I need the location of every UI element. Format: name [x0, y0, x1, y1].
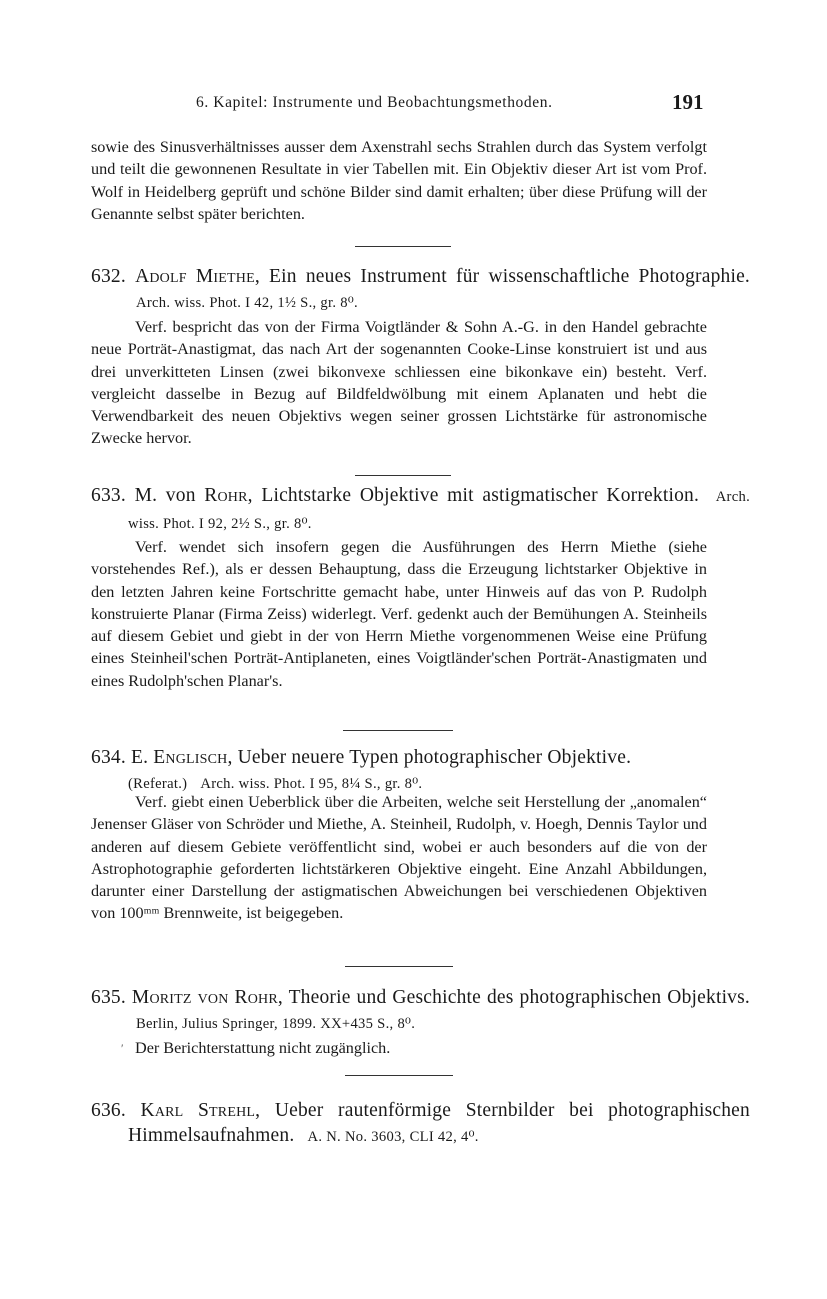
entry-634-heading [91, 745, 750, 797]
entry-author-prefix: E. [131, 747, 149, 768]
entry-number: 633. [91, 485, 126, 506]
entry-citation: Berlin, Julius Springer, 1899. XX+435 S., 8⁰. [136, 1016, 416, 1032]
entry-number: 632. [91, 266, 126, 287]
entry-title: Theorie und Geschichte des photographischen Objektivs. [288, 987, 750, 1008]
entry-634-abstract: Verf. giebt einen Ueberblick über die Arbeiten, welche seit Herstellung der „anomalen“ Jenenser Gläser von Schröder und Miethe, A. Steinheil, Rudolph, v. Hoegh, Dennis Taylor und anderen auf diesem Gebiete veröffentlicht sind, wobei er auch besonders auf die von der Astrophotographie geforderten lichtstärkeren Objektive eingeht. Eine Anzahl Abbildungen, darunter einer Darstellung der astigmatischen Abweichungen bei verschiedenen Objektiven von 100ᵐᵐ Brennweite, ist beigegeben. [91, 793, 707, 923]
entry-citation: A. N. No. 3603, CLI 42, 4⁰. [307, 1129, 479, 1145]
entry-633-heading [91, 483, 750, 537]
entry-author: Karl Strehl, [140, 1100, 261, 1121]
running-head [0, 92, 827, 118]
entry-author: Adolf Miethe, [135, 266, 260, 287]
entry-citation: Arch. wiss. Phot. I 42, 1½ S., gr. 8⁰. [136, 295, 358, 311]
separator-rule [355, 475, 451, 476]
entry-citation: Arch. wiss. Phot. I 92, 2½ S., gr. 8⁰. [128, 489, 751, 532]
entry-author-prefix: M. von [134, 485, 196, 506]
entry-title: Ein neues Instrument für wissenschaftliche Photographie. [269, 266, 751, 287]
separator-rule [343, 730, 453, 731]
entry-citation-prefix: (Referat.) [128, 776, 188, 792]
entry-author: Englisch, [153, 747, 233, 768]
entry-number: 636. [91, 1100, 126, 1121]
margin-mark: ′ [121, 1041, 124, 1055]
intro-paragraph: sowie des Sinusverhältnisses ausser dem Axenstrahl sechs Strahlen durch das System verfolgt und teilt die gewonnenen Resultate in vier Tabellen mit. Ein Objektiv dieser Art ist vom Prof. Wolf in Heidelberg geprüft und schöne Bilder sind damit erhalten; über diese Prüfung will der Genannte selbst später berichten. [91, 138, 707, 223]
entry-633-abstract: Verf. wendet sich insofern gegen die Ausführungen des Herrn Miethe (siehe vorstehendes Ref.), als er dessen Behauptung, dass die Erzeugung lichtstarker Objektive in den letzten Jahren keine Fortschritte gemacht habe, unter Hinweis auf das von P. Rudolph konstruierte Planar (Firma Zeiss) widerlegt. Verf. gedenkt auch der Bemühungen A. Steinheils auf diesem Gebiet und giebt in der von Herrn Miethe vorgenommenen Weise eine Prüfung eines Steinheil'schen Porträt-Antiplaneten, eines Voigtländer'schen Porträt-Anastigmaten und eines Rudolph'schen Planar's. [91, 538, 707, 690]
entry-author: Moritz von Rohr, [131, 987, 283, 1008]
entry-title: Ueber rautenförmige Sternbilder bei photographischen Himmelsaufnahmen. [128, 1100, 750, 1146]
entry-636-heading [91, 1098, 750, 1150]
entry-number: 635. [91, 987, 126, 1008]
entry-title: Lichtstarke Objektive mit astigmatischer Korrektion. [261, 485, 700, 506]
entry-author: Rohr, [204, 485, 253, 506]
separator-rule [345, 966, 453, 967]
separator-rule [355, 246, 451, 247]
separator-rule [345, 1075, 453, 1076]
entry-635-heading [91, 985, 750, 1037]
running-title: 6. Kapitel: Instrumente und Beobachtungsmethoden. [196, 94, 553, 111]
entry-635-note: Der Berichterstattung nicht zugänglich. [135, 1039, 391, 1057]
entry-632-abstract: Verf. bespricht das von der Firma Voigtländer & Sohn A.-G. in den Handel gebrachte neue Porträt-Anastigmat, das nach Art der sogenannten Cooke-Linse konstruiert ist und aus drei unverkitteten Linsen (zwei bikonvexe schliessen eine bikonkave ein) besteht. Verf. vergleicht dasselbe in Bezug auf Bildfeldwölbung mit einem Aplanaten und hebt die Verwendbarkeit des neuen Objektivs wegen seiner grossen Lichtstärke für astronomische Zwecke hervor. [91, 318, 707, 448]
page-number: 191 [672, 90, 704, 114]
entry-title: Ueber neuere Typen photographischer Objektive. [237, 747, 632, 768]
entry-number: 634. [91, 747, 126, 768]
entry-citation: Arch. wiss. Phot. I 95, 8¼ S., gr. 8⁰. [200, 776, 423, 792]
entry-632-heading [91, 264, 750, 316]
